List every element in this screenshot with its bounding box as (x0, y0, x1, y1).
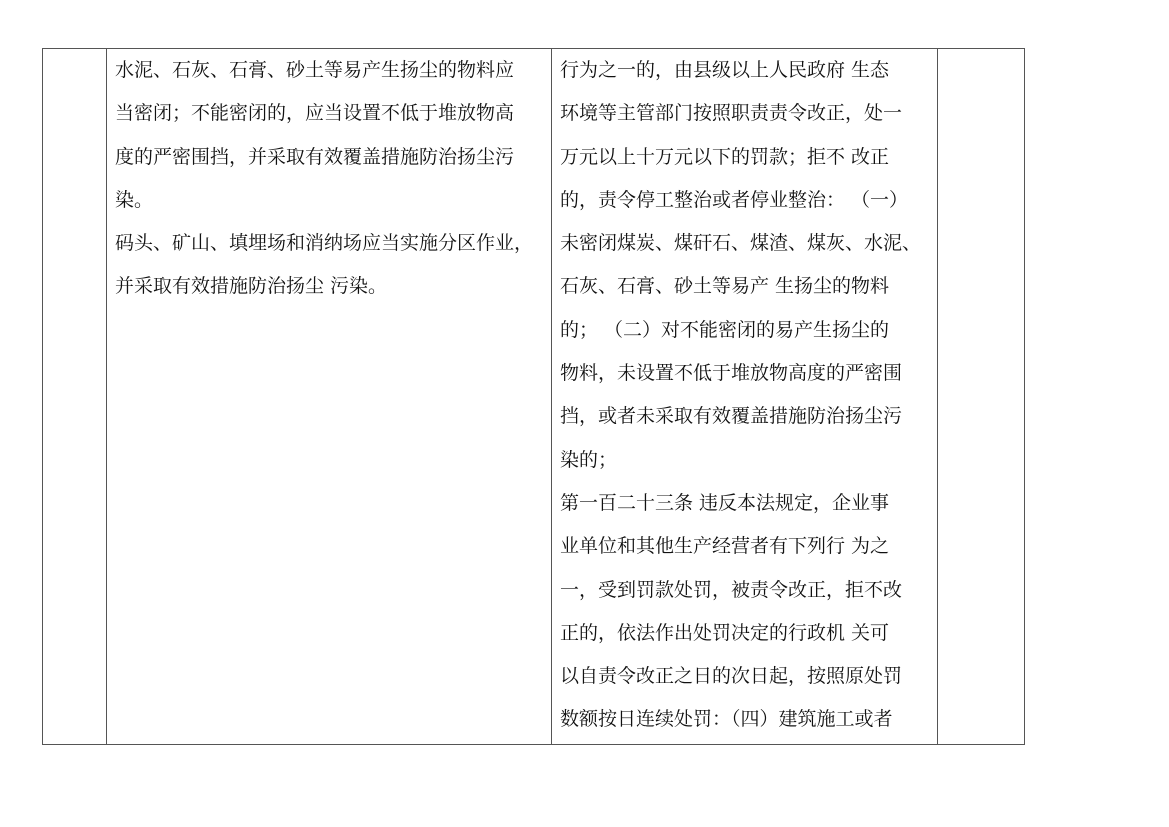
text-line: 环境等主管部门按照职责责令改正，处一 (560, 102, 903, 125)
text-line: 物料，未设置不低于堆放物高度的严密围 (560, 362, 903, 385)
regulation-table (42, 48, 1025, 745)
table-cell-index (43, 49, 107, 745)
text-line: 水泥、石灰、石膏、砂土等易产生扬尘的物料应 (115, 59, 515, 81)
requirement-text (107, 49, 551, 309)
text-line: 当密闭；不能密闭的，应当设置不低于堆放物高 (115, 102, 515, 125)
text-line: 未密闭煤炭、煤矸石、煤渣、煤灰、水泥、 (560, 232, 922, 255)
text-line: 数额按日连续处罚：（四）建筑施工或者 (560, 708, 893, 731)
text-line: 一，受到罚款处罚，被责令改正，拒不改 (560, 578, 903, 601)
text-line: 石灰、石膏、砂土等易产 生扬尘的物料 (560, 275, 890, 298)
text-line: 的，责令停工整治或者停业整治： （一） (560, 188, 909, 211)
penalty-text (552, 49, 937, 742)
text-line: 以自责令改正之日的次日起，按照原处罚 (560, 665, 903, 688)
table-cell-remarks (938, 49, 1025, 745)
table-cell-penalty (552, 49, 938, 745)
text-line: 的； （二）对不能密闭的易产生扬尘的 (560, 318, 890, 341)
table-cell-requirement (107, 49, 552, 745)
text-line: 行为之一的，由县级以上人民政府 生态 (560, 59, 890, 81)
text-line: 染的； (560, 448, 618, 471)
text-line: 码头、矿山、填埋场和消纳场应当实施分区作业， (115, 232, 534, 255)
text-line: 正的，依法作出处罚决定的行政机 关可 (560, 621, 890, 644)
text-line: 挡，或者未采取有效覆盖措施防治扬尘污 (560, 405, 903, 428)
text-line: 并采取有效措施防治扬尘 污染。 (115, 275, 388, 298)
text-line: 业单位和其他生产经营者有下列行 为之 (560, 535, 890, 558)
text-line: 第一百二十三条 违反本法规定，企业事 (560, 491, 890, 514)
text-line: 度的严密围挡，并采取有效覆盖措施防治扬尘污 (115, 145, 515, 168)
table-row (43, 49, 1025, 745)
text-line: 染。 (115, 188, 154, 211)
text-line: 万元以上十万元以下的罚款；拒不 改正 (560, 145, 890, 168)
